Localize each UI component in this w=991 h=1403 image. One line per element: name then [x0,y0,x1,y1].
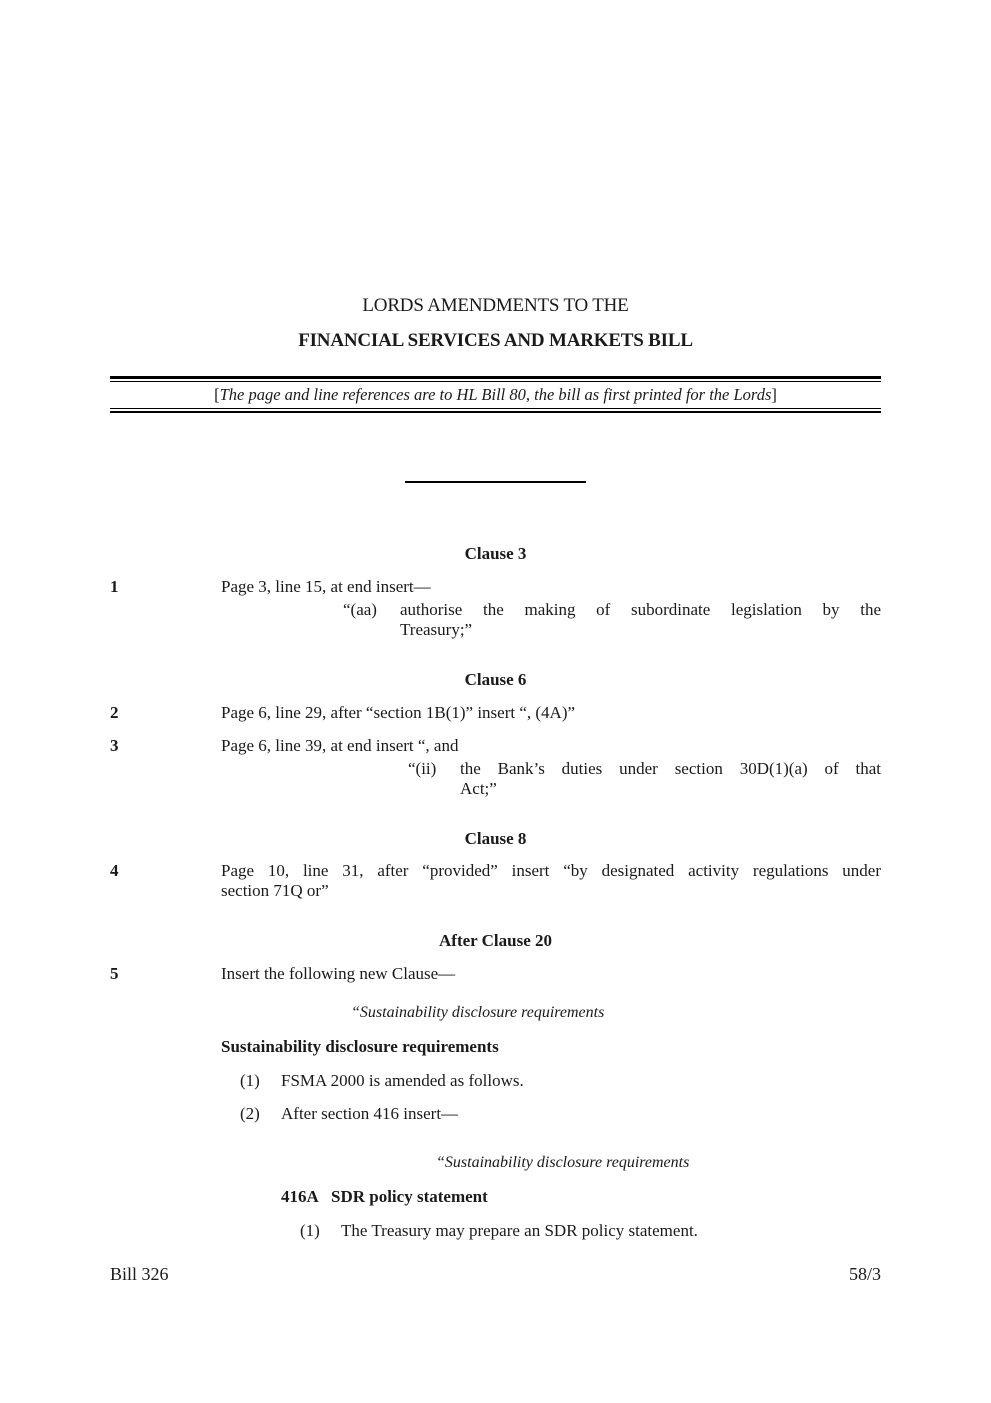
amendment-1-sub-line-1: authorise the making of subordinate legislation by the [400,600,881,619]
inserted-subsection-1-label: (1) [300,1221,320,1240]
title-line-1: LORDS AMENDMENTS TO THE [362,295,629,316]
amendment-number-3: 3 [110,736,119,755]
amendment-text-5: Insert the following new Clause— [221,964,456,983]
section-divider [405,481,586,483]
bottom-rule-thick [110,411,881,414]
subsection-2-text: After section 416 insert— [281,1104,459,1123]
footer-bill-number: Bill 326 [110,1264,169,1284]
amendment-text-4-line-2: section 71Q or” [221,881,329,900]
amendment-text-1: Page 3, line 15, at end insert— [221,577,431,596]
bracket-close: ] [771,385,777,404]
amendment-number-1: 1 [110,577,119,596]
reference-note-text: The page and line references are to HL Bill 80, the bill as first printed for the Lords [219,385,772,404]
amendment-number-4: 4 [110,861,119,880]
amendment-1-sub-label: “(aa) [343,600,377,619]
bottom-rule-thin [110,408,881,409]
subsection-1-text: FSMA 2000 is amended as follows. [281,1071,524,1090]
subsection-2-label: (2) [240,1104,260,1123]
top-rule-thick [110,376,881,379]
inserted-section-title: SDR policy statement [331,1187,488,1206]
amendment-number-2: 2 [110,703,119,722]
reference-note [110,385,881,405]
amendment-1-sub-line-2: Treasury;” [400,620,473,639]
bill-title: FINANCIAL SERVICES AND MARKETS BILL [298,330,693,351]
inserted-italic-heading: “Sustainability disclosure requirements [436,1154,690,1171]
clause-heading-8: Clause 8 [464,829,527,848]
amendment-text-3: Page 6, line 39, at end insert “, and [221,736,459,755]
bracket-open: [ [214,385,220,404]
amendment-text-4-line-1: Page 10, line 31, after “provided” insert “by designated activity regulations under [221,861,881,880]
top-rule-thin [110,381,881,382]
clause-heading-after-20: After Clause 20 [439,931,552,950]
clause-heading-3: Clause 3 [464,544,527,563]
amendment-3-sub-line-1: the Bank’s duties under section 30D(1)(a) of that [460,759,881,778]
amendment-text-2: Page 6, line 29, after “section 1B(1)” insert “, (4A)” [221,703,576,722]
subsection-1-label: (1) [240,1071,260,1090]
amendment-3-sub-line-2: Act;” [460,779,497,798]
amendment-3-sub-label: “(ii) [408,759,437,778]
amendment-number-5: 5 [110,964,119,983]
clause-heading-6: Clause 6 [464,670,527,689]
inserted-subsection-1-text: The Treasury may prepare an SDR policy statement. [341,1221,698,1240]
new-clause-title: Sustainability disclosure requirements [221,1037,499,1056]
inserted-section-number: 416A [281,1187,319,1206]
footer-page-ref: 58/3 [848,1264,881,1284]
new-clause-italic-heading: “Sustainability disclosure requirements [351,1004,605,1021]
